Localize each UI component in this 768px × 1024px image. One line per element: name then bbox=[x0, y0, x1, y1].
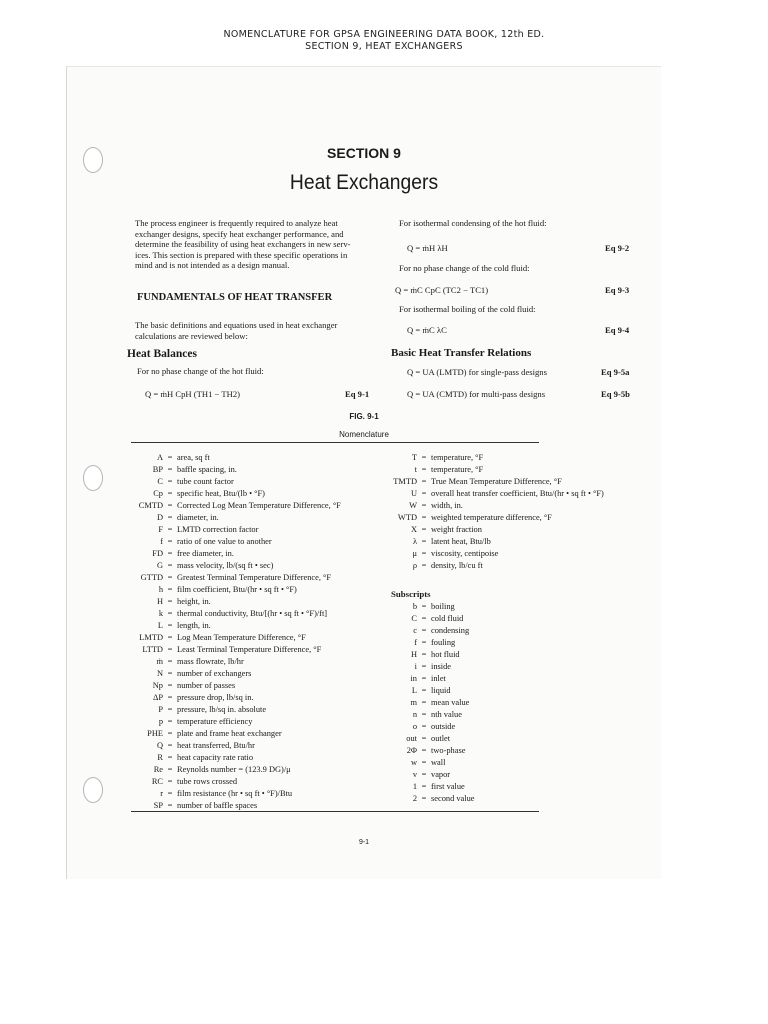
figure-top-rule bbox=[131, 442, 539, 443]
definition: inlet bbox=[431, 674, 446, 683]
equals-sign: = bbox=[167, 549, 173, 558]
definition: heat capacity rate ratio bbox=[177, 753, 254, 762]
symbol: 2 bbox=[412, 794, 417, 803]
definition: plate and frame heat exchanger bbox=[177, 729, 282, 738]
symbol: 2Φ bbox=[406, 746, 417, 755]
equals-sign: = bbox=[167, 489, 173, 498]
nomenclature-row bbox=[125, 788, 341, 800]
definition: liquid bbox=[431, 686, 451, 695]
definition: boiling bbox=[431, 602, 455, 611]
nomenclature-row bbox=[125, 632, 341, 644]
definition: number of exchangers bbox=[177, 669, 252, 678]
equals-sign: = bbox=[421, 626, 427, 635]
definition: thermal conductivity, Btu/[(hr • sq ft • °F)/ft] bbox=[177, 609, 328, 618]
definition: diameter, in. bbox=[177, 513, 219, 522]
nomenclature-row bbox=[373, 560, 604, 572]
equation-9-5a: Q = UA (LMTD) for single-pass designs bbox=[407, 367, 547, 377]
nomenclature-row bbox=[373, 488, 604, 500]
symbol: CMTD bbox=[138, 501, 163, 510]
doc-header-line2: SECTION 9, HEAT EXCHANGERS bbox=[305, 41, 463, 52]
definition: pressure drop, lb/sq in. bbox=[177, 693, 254, 702]
nomenclature-row bbox=[125, 596, 341, 608]
equals-sign: = bbox=[421, 513, 427, 522]
definition: condensing bbox=[431, 626, 470, 635]
symbol: f bbox=[414, 638, 417, 647]
symbol: BP bbox=[152, 465, 163, 474]
equals-sign: = bbox=[421, 489, 427, 498]
nomenclature-row bbox=[125, 656, 341, 668]
definition: film coefficient, Btu/(hr • sq ft • °F) bbox=[177, 585, 297, 594]
definition: baffle spacing, in. bbox=[177, 465, 237, 474]
definition: Reynolds number = (123.9 DG)/μ bbox=[177, 765, 291, 774]
equals-sign: = bbox=[421, 465, 427, 474]
symbol: LMTD bbox=[139, 633, 163, 642]
equation-9-5b: Q = UA (CMTD) for multi-pass designs bbox=[407, 389, 546, 399]
equals-sign: = bbox=[167, 765, 173, 774]
symbol: F bbox=[158, 525, 163, 534]
symbol: in bbox=[410, 674, 417, 683]
definition: temperature, °F bbox=[431, 453, 484, 462]
equals-sign: = bbox=[421, 746, 427, 755]
equation-9-4: Q = ṁC λC bbox=[407, 325, 447, 335]
symbol: ρ bbox=[412, 561, 417, 570]
equals-sign: = bbox=[421, 453, 427, 462]
definition: tube rows crossed bbox=[177, 777, 238, 786]
definition: specific heat, Btu/(lb • °F) bbox=[177, 489, 265, 498]
equals-sign: = bbox=[421, 686, 427, 695]
symbol: c bbox=[413, 626, 417, 635]
nomenclature-row bbox=[125, 608, 341, 620]
symbol: w bbox=[410, 758, 417, 767]
symbol: C bbox=[411, 614, 417, 623]
symbol: λ bbox=[412, 537, 417, 546]
definition: viscosity, centipoise bbox=[431, 549, 499, 558]
equation-9-3: Q = ṁC CpC (TC2 − TC1) bbox=[395, 285, 489, 295]
definition: temperature efficiency bbox=[177, 717, 253, 726]
eq-caption-9-4: For isothermal boiling of the cold fluid: bbox=[399, 304, 536, 314]
fundamentals-text: The basic definitions and equations used in heat exchanger calculations are reviewed below: bbox=[135, 320, 338, 341]
basic-relations-heading: Basic Heat Transfer Relations bbox=[391, 347, 532, 359]
equals-sign: = bbox=[167, 705, 173, 714]
nomenclature-row bbox=[373, 721, 475, 733]
definition: True Mean Temperature Difference, °F bbox=[431, 477, 562, 486]
definition: fouling bbox=[431, 638, 456, 647]
equals-sign: = bbox=[167, 453, 173, 462]
definition: first value bbox=[431, 782, 465, 791]
definition: Log Mean Temperature Difference, °F bbox=[177, 633, 306, 642]
symbol: SP bbox=[153, 801, 163, 810]
definition: Corrected Log Mean Temperature Difference, °F bbox=[177, 501, 341, 510]
definition: ratio of one value to another bbox=[177, 537, 272, 546]
nomenclature-row bbox=[373, 649, 475, 661]
scanned-page bbox=[66, 66, 661, 879]
punch-hole bbox=[83, 465, 103, 491]
equals-sign: = bbox=[421, 638, 427, 647]
definition: outlet bbox=[431, 734, 451, 743]
symbol: t bbox=[414, 465, 417, 474]
equals-sign: = bbox=[167, 513, 173, 522]
definition: mass flowrate, lb/hr bbox=[177, 657, 244, 666]
equals-sign: = bbox=[167, 693, 173, 702]
definition: weight fraction bbox=[431, 525, 482, 534]
symbol: r bbox=[160, 789, 163, 798]
subscripts-list bbox=[373, 601, 475, 805]
equation-number-9-4: Eq 9-4 bbox=[605, 325, 630, 335]
equals-sign: = bbox=[167, 573, 173, 582]
nomenclature-right-list bbox=[373, 452, 604, 572]
nomenclature-row bbox=[125, 560, 341, 572]
symbol: FD bbox=[152, 549, 163, 558]
equals-sign: = bbox=[421, 525, 427, 534]
symbol: H bbox=[410, 650, 417, 659]
equals-sign: = bbox=[421, 698, 427, 707]
equals-sign: = bbox=[167, 657, 173, 666]
definition: latent heat, Btu/lb bbox=[431, 537, 491, 546]
equals-sign: = bbox=[167, 729, 173, 738]
intro-paragraph: The process engineer is frequently required to analyze heat exchanger designs, specify heat exchanger performance, and determine the feasibility of using heat exchangers in new serv- ices. This section is prepared with these specific operations in mind and is not intended as a design manual. bbox=[135, 218, 351, 270]
symbol: o bbox=[412, 722, 417, 731]
symbol: PHE bbox=[147, 729, 163, 738]
eq-caption-9-3: For no phase change of the cold fluid: bbox=[399, 263, 530, 273]
equals-sign: = bbox=[167, 621, 173, 630]
equals-sign: = bbox=[167, 741, 173, 750]
definition: nth value bbox=[431, 710, 462, 719]
nomenclature-row bbox=[125, 776, 341, 788]
nomenclature-row bbox=[125, 452, 341, 464]
symbol: A bbox=[156, 453, 163, 462]
equals-sign: = bbox=[167, 501, 173, 510]
definition: length, in. bbox=[177, 621, 211, 630]
figure-title: Nomenclature bbox=[339, 430, 389, 439]
section-number: SECTION 9 bbox=[327, 145, 401, 161]
nomenclature-row bbox=[125, 728, 341, 740]
definition: temperature, °F bbox=[431, 465, 484, 474]
symbol: p bbox=[158, 717, 163, 726]
nomenclature-row bbox=[373, 781, 475, 793]
symbol: T bbox=[411, 453, 417, 462]
symbol: k bbox=[158, 609, 163, 618]
page-number: 9-1 bbox=[358, 839, 370, 846]
symbol: Re bbox=[153, 765, 163, 774]
equals-sign: = bbox=[167, 681, 173, 690]
figure-label: FIG. 9-1 bbox=[349, 412, 379, 421]
equals-sign: = bbox=[421, 614, 427, 623]
equals-sign: = bbox=[421, 794, 427, 803]
nomenclature-row bbox=[125, 752, 341, 764]
nomenclature-row bbox=[125, 512, 341, 524]
symbol: f bbox=[160, 537, 163, 546]
eq-caption-9-2: For isothermal condensing of the hot fluid: bbox=[399, 218, 547, 228]
nomenclature-row bbox=[373, 745, 475, 757]
nomenclature-row bbox=[125, 464, 341, 476]
equals-sign: = bbox=[167, 537, 173, 546]
heat-balances-caption: For no phase change of the hot fluid: bbox=[137, 366, 264, 376]
symbol: RC bbox=[151, 777, 163, 786]
nomenclature-row bbox=[373, 536, 604, 548]
definition: number of passes bbox=[177, 681, 236, 690]
symbol: R bbox=[157, 753, 163, 762]
definition: number of baffle spaces bbox=[177, 801, 258, 810]
nomenclature-row bbox=[125, 668, 341, 680]
definition: cold fluid bbox=[431, 614, 464, 623]
symbol: W bbox=[409, 501, 417, 510]
definition: pressure, lb/sq in. absolute bbox=[177, 705, 267, 714]
equation-number-9-2: Eq 9-2 bbox=[605, 243, 630, 253]
nomenclature-row bbox=[373, 697, 475, 709]
heat-balances-heading: Heat Balances bbox=[127, 348, 197, 360]
nomenclature-row bbox=[373, 601, 475, 613]
symbol: b bbox=[412, 602, 417, 611]
symbol: GTTD bbox=[140, 573, 163, 582]
definition: weighted temperature difference, °F bbox=[431, 513, 552, 522]
nomenclature-row bbox=[125, 476, 341, 488]
nomenclature-row bbox=[373, 464, 604, 476]
symbol: L bbox=[157, 621, 163, 630]
nomenclature-row bbox=[125, 584, 341, 596]
nomenclature-row bbox=[373, 673, 475, 685]
equals-sign: = bbox=[421, 477, 427, 486]
nomenclature-row bbox=[373, 625, 475, 637]
equation-number-9-5a: Eq 9-5a bbox=[601, 367, 630, 377]
equals-sign: = bbox=[421, 501, 427, 510]
definition: second value bbox=[431, 794, 475, 803]
symbol: P bbox=[158, 705, 163, 714]
equals-sign: = bbox=[167, 645, 173, 654]
equation-9-2: Q = ṁH λH bbox=[407, 243, 448, 253]
nomenclature-row bbox=[125, 680, 341, 692]
equals-sign: = bbox=[421, 650, 427, 659]
symbol: TMTD bbox=[393, 477, 417, 486]
equals-sign: = bbox=[167, 597, 173, 606]
symbol: G bbox=[156, 561, 163, 570]
definition: Least Terminal Temperature Difference, °F bbox=[177, 645, 322, 654]
nomenclature-row bbox=[373, 548, 604, 560]
symbol: n bbox=[412, 710, 417, 719]
nomenclature-row bbox=[373, 757, 475, 769]
figure-bottom-rule bbox=[131, 811, 539, 812]
symbol: h bbox=[158, 585, 163, 594]
symbol: D bbox=[156, 513, 163, 522]
equals-sign: = bbox=[421, 674, 427, 683]
symbol: L bbox=[411, 686, 417, 695]
definition: tube count factor bbox=[177, 477, 234, 486]
definition: density, lb/cu ft bbox=[431, 561, 483, 570]
nomenclature-row bbox=[373, 685, 475, 697]
definition: free diameter, in. bbox=[177, 549, 234, 558]
nomenclature-row bbox=[373, 661, 475, 673]
equals-sign: = bbox=[421, 782, 427, 791]
nomenclature-row bbox=[373, 512, 604, 524]
equals-sign: = bbox=[167, 717, 173, 726]
definition: area, sq ft bbox=[177, 453, 210, 462]
symbol: X bbox=[410, 525, 417, 534]
nomenclature-row bbox=[373, 793, 475, 805]
symbol: ΔP bbox=[152, 693, 163, 702]
equals-sign: = bbox=[167, 789, 173, 798]
equals-sign: = bbox=[167, 585, 173, 594]
equals-sign: = bbox=[421, 662, 427, 671]
section-title: Heat Exchangers bbox=[289, 171, 439, 194]
nomenclature-row bbox=[373, 500, 604, 512]
symbol: Np bbox=[152, 681, 163, 690]
equals-sign: = bbox=[421, 537, 427, 546]
nomenclature-row bbox=[373, 637, 475, 649]
definition: hot fluid bbox=[431, 650, 460, 659]
equals-sign: = bbox=[421, 561, 427, 570]
nomenclature-row bbox=[125, 500, 341, 512]
nomenclature-row bbox=[373, 452, 604, 464]
nomenclature-row bbox=[373, 733, 475, 745]
equals-sign: = bbox=[421, 602, 427, 611]
doc-header-line1: NOMENCLATURE FOR GPSA ENGINEERING DATA BOOK, 12th ED. bbox=[223, 29, 545, 40]
definition: Greatest Terminal Temperature Difference, °F bbox=[177, 573, 332, 582]
nomenclature-row bbox=[373, 476, 604, 488]
equation-9-1: Q = ṁH CpH (TH1 − TH2) bbox=[145, 389, 240, 399]
nomenclature-row bbox=[125, 764, 341, 776]
nomenclature-row bbox=[125, 548, 341, 560]
definition: outside bbox=[431, 722, 456, 731]
definition: overall heat transfer coefficient, Btu/(hr • sq ft • °F) bbox=[431, 489, 604, 498]
nomenclature-row bbox=[373, 709, 475, 721]
nomenclature-row bbox=[125, 716, 341, 728]
symbol: N bbox=[156, 669, 163, 678]
definition: film resistance (hr • sq ft • °F)/Btu bbox=[177, 789, 293, 798]
equals-sign: = bbox=[421, 758, 427, 767]
equals-sign: = bbox=[421, 549, 427, 558]
nomenclature-row bbox=[373, 613, 475, 625]
nomenclature-row bbox=[373, 524, 604, 536]
symbol: WTD bbox=[397, 513, 417, 522]
definition: two-phase bbox=[431, 746, 466, 755]
definition: vapor bbox=[431, 770, 451, 779]
symbol: LTTD bbox=[142, 645, 163, 654]
nomenclature-row bbox=[125, 620, 341, 632]
nomenclature-row bbox=[125, 704, 341, 716]
definition: LMTD correction factor bbox=[177, 525, 259, 534]
definition: height, in. bbox=[177, 597, 211, 606]
definition: inside bbox=[431, 662, 452, 671]
definition: width, in. bbox=[431, 501, 463, 510]
nomenclature-row bbox=[125, 488, 341, 500]
equals-sign: = bbox=[167, 669, 173, 678]
punch-hole bbox=[83, 777, 103, 803]
definition: mass velocity, lb/(sq ft • sec) bbox=[177, 561, 274, 570]
symbol: out bbox=[406, 734, 417, 743]
equals-sign: = bbox=[167, 477, 173, 486]
nomenclature-left-list bbox=[125, 452, 341, 812]
symbol: ṁ bbox=[156, 657, 163, 666]
equals-sign: = bbox=[421, 770, 427, 779]
equals-sign: = bbox=[167, 609, 173, 618]
symbol: Q bbox=[156, 741, 163, 750]
symbol: H bbox=[156, 597, 163, 606]
definition: heat transferred, Btu/hr bbox=[177, 741, 255, 750]
equals-sign: = bbox=[167, 801, 173, 810]
fundamentals-heading: FUNDAMENTALS OF HEAT TRANSFER bbox=[137, 292, 333, 303]
nomenclature-row bbox=[125, 740, 341, 752]
subscripts-heading: Subscripts bbox=[391, 589, 431, 599]
symbol: C bbox=[157, 477, 163, 486]
equals-sign: = bbox=[167, 753, 173, 762]
equals-sign: = bbox=[421, 734, 427, 743]
symbol: U bbox=[410, 489, 417, 498]
nomenclature-row bbox=[125, 692, 341, 704]
nomenclature-row bbox=[125, 524, 341, 536]
definition: mean value bbox=[431, 698, 470, 707]
equals-sign: = bbox=[167, 777, 173, 786]
definition: wall bbox=[431, 758, 446, 767]
symbol: 1 bbox=[412, 782, 417, 791]
equation-number-9-5b: Eq 9-5b bbox=[601, 389, 630, 399]
nomenclature-row bbox=[373, 769, 475, 781]
equals-sign: = bbox=[167, 561, 173, 570]
equals-sign: = bbox=[421, 722, 427, 731]
equation-number-9-3: Eq 9-3 bbox=[605, 285, 630, 295]
nomenclature-row bbox=[125, 644, 341, 656]
symbol: Cp bbox=[153, 489, 163, 498]
symbol: v bbox=[412, 770, 417, 779]
nomenclature-row bbox=[125, 572, 341, 584]
equals-sign: = bbox=[167, 465, 173, 474]
symbol: i bbox=[414, 662, 417, 671]
equation-number-9-1: Eq 9-1 bbox=[345, 389, 370, 399]
nomenclature-row bbox=[125, 536, 341, 548]
equals-sign: = bbox=[421, 710, 427, 719]
symbol: μ bbox=[412, 549, 417, 558]
equals-sign: = bbox=[167, 525, 173, 534]
symbol: m bbox=[410, 698, 417, 707]
equals-sign: = bbox=[167, 633, 173, 642]
